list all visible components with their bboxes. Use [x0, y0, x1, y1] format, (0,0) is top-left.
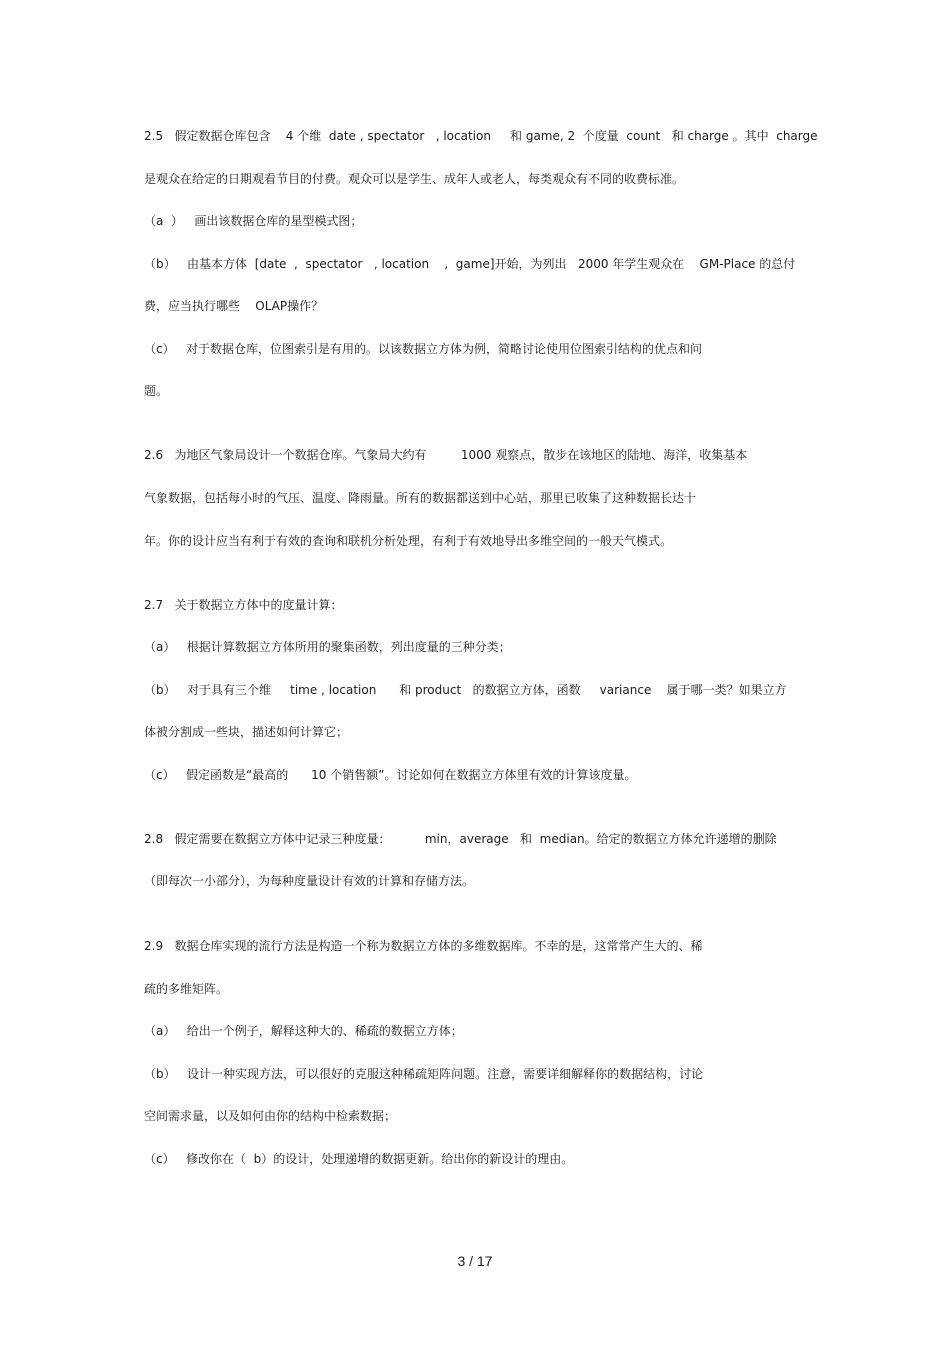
q2-6-line-3: 年。你的设计应当有利于有效的查询和联机分析处理，有利于有效地导出多维空间的一般天气模式。: [144, 534, 673, 548]
q2-5-line-7: 题。: [144, 384, 169, 398]
q2-7-line-3: （b） 对于具有三个维 time , location 和 product 的数据立方体，函数 variance 属于哪一类？如果立方: [144, 683, 787, 697]
q2-6-line-1: 2.6 为地区气象局设计一个数据仓库。气象局大约有 1000 观察点，散步在该地区的陆地、海洋，收集基本: [144, 448, 748, 462]
q2-5-line-3: （a ） 画出该数据仓库的星型模式图；: [144, 214, 363, 228]
q2-7-line-5: （c） 假定函数是“最高的 10 个销售额”。讨论如何在数据立方体里有效的计算该度量。: [144, 768, 637, 782]
q2-8-line-2: （即每次一小部分），为每种度量设计有效的计算和存储方法。: [144, 874, 475, 888]
q2-9-line-4: （b） 设计一种实现方法，可以很好的克服这种稀疏矩阵问题。注意，需要详细解释你的数据结构，讨论: [144, 1067, 704, 1081]
page-number: 3 / 17: [457, 1253, 493, 1269]
q2-7-line-1: 2.7 关于数据立方体中的度量计算：: [144, 598, 343, 612]
q2-9-line-1: 2.9 数据仓库实现的流行方法是构造一个称为数据立方体的多维数据库。不幸的是，这常常产生大的、稀: [144, 939, 703, 953]
q2-5-line-1: 2.5 假定数据仓库包含 4 个维 date , spectator , location 和 game, 2 个度量 count 和 charge 。其中 charge: [144, 129, 818, 143]
q2-5-line-2: 是观众在给定的日期观看节目的付费。观众可以是学生、成年人或老人，每类观众有不同的收费标准。: [144, 172, 685, 186]
q2-7-line-4: 体被分割成一些块，描述如何计算它；: [144, 725, 349, 739]
q2-7-line-2: （a） 根据计算数据立方体所用的聚集函数，列出度量的三种分类；: [144, 640, 511, 654]
q2-9-line-2: 疏的多维矩阵。: [144, 982, 229, 996]
q2-9-line-6: （c） 修改你在（ b）的设计，处理递增的数据更新。给出你的新设计的理由。: [144, 1152, 574, 1166]
q2-9-line-3: （a） 给出一个例子，解释这种大的、稀疏的数据立方体；: [144, 1024, 463, 1038]
q2-5-line-5: 费，应当执行哪些 OLAP操作？: [144, 299, 324, 313]
q2-6-line-2: 气象数据，包括每小时的气压、温度、降雨量。所有的数据都送到中心站，那里已收集了这种数据长达十: [144, 491, 697, 505]
q2-8-line-1: 2.8 假定需要在数据立方体中记录三种度量： min，average 和 median。给定的数据立方体允许递增的删除: [144, 832, 777, 846]
q2-5-line-4: （b） 由基本方体 [date , spectator , location , game]开始，为列出 2000 年学生观众在 GM-Place 的总付: [144, 257, 796, 271]
q2-9-line-5: 空间需求量，以及如何由你的结构中检索数据；: [144, 1109, 397, 1123]
q2-5-line-6: （c） 对于数据仓库，位图索引是有用的。以该数据立方体为例，简略讨论使用位图索引结构的优点和问: [144, 342, 703, 356]
